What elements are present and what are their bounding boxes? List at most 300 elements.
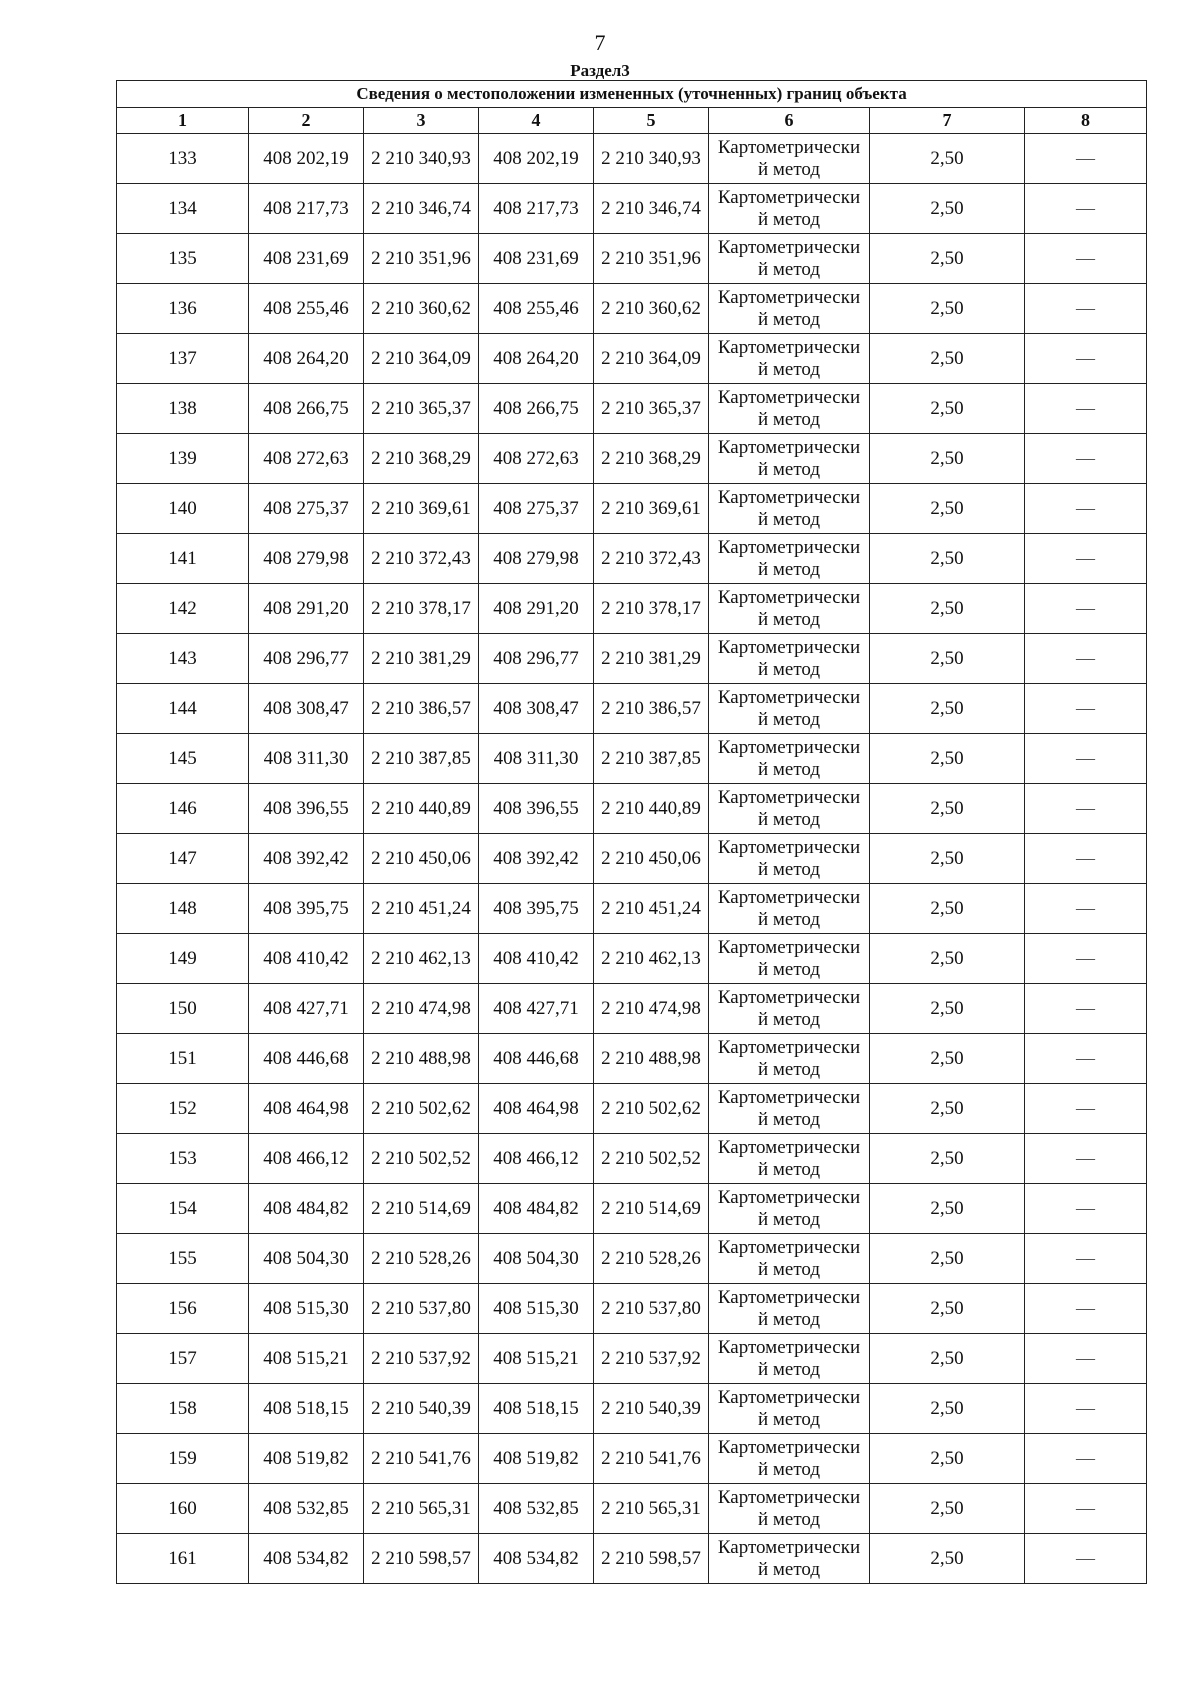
accuracy-cell: 2,50 — [870, 234, 1025, 284]
table-row — [117, 1334, 1147, 1384]
point-number-cell: 151 — [117, 1034, 249, 1084]
point-number-cell: 150 — [117, 984, 249, 1034]
method-cell — [709, 684, 870, 734]
table-row — [117, 634, 1147, 684]
method-text: Картометрически — [717, 136, 861, 158]
column-number: 4 — [479, 108, 594, 134]
table-row — [117, 884, 1147, 934]
method-cell — [709, 434, 870, 484]
method-text: Картометрически — [717, 1436, 861, 1458]
note-cell: — — [1025, 1234, 1147, 1284]
note-cell: — — [1025, 184, 1147, 234]
x-new-cell: 408 231,69 — [479, 234, 594, 284]
table-row — [117, 1034, 1147, 1084]
point-number-cell: 155 — [117, 1234, 249, 1284]
y-old-cell: 2 210 565,31 — [364, 1484, 479, 1534]
accuracy-cell: 2,50 — [870, 1534, 1025, 1584]
x-new-cell: 408 272,63 — [479, 434, 594, 484]
y-new-cell: 2 210 381,29 — [594, 634, 709, 684]
method-text: Картометрически — [717, 1086, 861, 1108]
note-cell: — — [1025, 734, 1147, 784]
point-number-cell: 145 — [117, 734, 249, 784]
table-caption-row — [117, 81, 1147, 108]
note-cell: — — [1025, 1184, 1147, 1234]
method-cell — [709, 334, 870, 384]
point-number-cell: 142 — [117, 584, 249, 634]
table-row — [117, 834, 1147, 884]
x-new-cell: 408 466,12 — [479, 1134, 594, 1184]
method-text: Картометрически — [717, 986, 861, 1008]
column-number: 8 — [1025, 108, 1147, 134]
accuracy-cell: 2,50 — [870, 934, 1025, 984]
accuracy-cell: 2,50 — [870, 1134, 1025, 1184]
point-number-cell: 148 — [117, 884, 249, 934]
accuracy-cell: 2,50 — [870, 384, 1025, 434]
point-number-cell: 161 — [117, 1534, 249, 1584]
method-text: й метод — [757, 458, 821, 480]
method-text: Картометрически — [717, 686, 861, 708]
point-number-cell: 153 — [117, 1134, 249, 1184]
point-number-cell: 147 — [117, 834, 249, 884]
method-cell — [709, 1534, 870, 1584]
method-cell — [709, 534, 870, 584]
table-row — [117, 584, 1147, 634]
y-new-cell: 2 210 565,31 — [594, 1484, 709, 1534]
y-new-cell: 2 210 537,92 — [594, 1334, 709, 1384]
x-old-cell: 408 446,68 — [249, 1034, 364, 1084]
y-new-cell: 2 210 340,93 — [594, 134, 709, 184]
method-text: Картометрически — [717, 636, 861, 658]
note-cell: — — [1025, 334, 1147, 384]
table-row — [117, 484, 1147, 534]
accuracy-cell: 2,50 — [870, 1184, 1025, 1234]
accuracy-cell: 2,50 — [870, 584, 1025, 634]
method-text: й метод — [757, 1008, 821, 1030]
method-cell — [709, 1134, 870, 1184]
y-new-cell: 2 210 368,29 — [594, 434, 709, 484]
x-old-cell: 408 410,42 — [249, 934, 364, 984]
x-old-cell: 408 518,15 — [249, 1384, 364, 1434]
method-cell — [709, 784, 870, 834]
x-new-cell: 408 515,30 — [479, 1284, 594, 1334]
x-old-cell: 408 519,82 — [249, 1434, 364, 1484]
method-text: й метод — [757, 1208, 821, 1230]
x-new-cell: 408 296,77 — [479, 634, 594, 684]
y-old-cell: 2 210 541,76 — [364, 1434, 479, 1484]
table-body — [117, 134, 1147, 1584]
method-text: й метод — [757, 808, 821, 830]
column-number: 1 — [117, 108, 249, 134]
y-new-cell: 2 210 440,89 — [594, 784, 709, 834]
y-old-cell: 2 210 351,96 — [364, 234, 479, 284]
method-text: Картометрически — [717, 1036, 861, 1058]
method-cell — [709, 1434, 870, 1484]
note-cell: — — [1025, 1434, 1147, 1484]
point-number-cell: 160 — [117, 1484, 249, 1534]
method-text: й метод — [757, 1558, 821, 1580]
method-cell — [709, 234, 870, 284]
method-cell — [709, 884, 870, 934]
point-number-cell: 156 — [117, 1284, 249, 1334]
method-text: й метод — [757, 558, 821, 580]
y-old-cell: 2 210 537,80 — [364, 1284, 479, 1334]
x-new-cell: 408 255,46 — [479, 284, 594, 334]
table-row — [117, 1484, 1147, 1534]
method-text: Картометрически — [717, 1186, 861, 1208]
x-new-cell: 408 395,75 — [479, 884, 594, 934]
method-text: й метод — [757, 608, 821, 630]
point-number-cell: 149 — [117, 934, 249, 984]
method-text: й метод — [757, 358, 821, 380]
x-new-cell: 408 308,47 — [479, 684, 594, 734]
y-old-cell: 2 210 381,29 — [364, 634, 479, 684]
note-cell: — — [1025, 1534, 1147, 1584]
method-text: Картометрически — [717, 336, 861, 358]
method-text: й метод — [757, 1308, 821, 1330]
x-new-cell: 408 410,42 — [479, 934, 594, 984]
section-title: Раздел3 — [570, 61, 630, 80]
point-number-cell: 143 — [117, 634, 249, 684]
point-number-cell: 135 — [117, 234, 249, 284]
x-old-cell: 408 255,46 — [249, 284, 364, 334]
y-new-cell: 2 210 462,13 — [594, 934, 709, 984]
method-text: Картометрически — [717, 1536, 861, 1558]
method-cell — [709, 484, 870, 534]
x-old-cell: 408 427,71 — [249, 984, 364, 1034]
point-number-cell: 146 — [117, 784, 249, 834]
table-row — [117, 1384, 1147, 1434]
method-cell — [709, 184, 870, 234]
y-old-cell: 2 210 540,39 — [364, 1384, 479, 1434]
x-new-cell: 408 264,20 — [479, 334, 594, 384]
y-new-cell: 2 210 488,98 — [594, 1034, 709, 1084]
x-new-cell: 408 427,71 — [479, 984, 594, 1034]
x-new-cell: 408 532,85 — [479, 1484, 594, 1534]
accuracy-cell: 2,50 — [870, 1384, 1025, 1434]
y-old-cell: 2 210 340,93 — [364, 134, 479, 184]
x-old-cell: 408 392,42 — [249, 834, 364, 884]
method-text: й метод — [757, 1358, 821, 1380]
method-text: й метод — [757, 1508, 821, 1530]
y-old-cell: 2 210 372,43 — [364, 534, 479, 584]
x-old-cell: 408 291,20 — [249, 584, 364, 634]
point-number-cell: 139 — [117, 434, 249, 484]
table-caption: Сведения о местоположении измененных (уточненных) границ объекта — [117, 81, 1147, 108]
accuracy-cell: 2,50 — [870, 784, 1025, 834]
x-old-cell: 408 515,30 — [249, 1284, 364, 1334]
accuracy-cell: 2,50 — [870, 484, 1025, 534]
accuracy-cell: 2,50 — [870, 834, 1025, 884]
x-old-cell: 408 266,75 — [249, 384, 364, 434]
y-new-cell: 2 210 541,76 — [594, 1434, 709, 1484]
method-cell — [709, 1034, 870, 1084]
x-old-cell: 408 532,85 — [249, 1484, 364, 1534]
accuracy-cell: 2,50 — [870, 1234, 1025, 1284]
note-cell: — — [1025, 484, 1147, 534]
method-text: Картометрически — [717, 536, 861, 558]
y-new-cell: 2 210 346,74 — [594, 184, 709, 234]
x-old-cell: 408 484,82 — [249, 1184, 364, 1234]
point-number-cell: 133 — [117, 134, 249, 184]
y-new-cell: 2 210 502,62 — [594, 1084, 709, 1134]
method-cell — [709, 634, 870, 684]
y-old-cell: 2 210 598,57 — [364, 1534, 479, 1584]
column-number-row — [117, 108, 1147, 134]
method-cell — [709, 584, 870, 634]
point-number-cell: 136 — [117, 284, 249, 334]
x-new-cell: 408 534,82 — [479, 1534, 594, 1584]
point-number-cell: 138 — [117, 384, 249, 434]
y-new-cell: 2 210 351,96 — [594, 234, 709, 284]
method-text: й метод — [757, 208, 821, 230]
method-text: й метод — [757, 1258, 821, 1280]
accuracy-cell: 2,50 — [870, 284, 1025, 334]
y-old-cell: 2 210 502,52 — [364, 1134, 479, 1184]
note-cell: — — [1025, 134, 1147, 184]
method-cell — [709, 384, 870, 434]
note-cell: — — [1025, 834, 1147, 884]
page-number: 7 — [594, 30, 606, 55]
y-old-cell: 2 210 451,24 — [364, 884, 479, 934]
method-text: й метод — [757, 908, 821, 930]
table-row — [117, 284, 1147, 334]
y-new-cell: 2 210 360,62 — [594, 284, 709, 334]
method-text: Картометрически — [717, 1286, 861, 1308]
method-text: Картометрически — [717, 1386, 861, 1408]
method-text: Картометрически — [717, 236, 861, 258]
method-cell — [709, 1234, 870, 1284]
note-cell: — — [1025, 934, 1147, 984]
point-number-cell: 134 — [117, 184, 249, 234]
method-text: й метод — [757, 1408, 821, 1430]
x-new-cell: 408 266,75 — [479, 384, 594, 434]
accuracy-cell: 2,50 — [870, 634, 1025, 684]
y-old-cell: 2 210 364,09 — [364, 334, 479, 384]
method-cell — [709, 1384, 870, 1434]
x-new-cell: 408 446,68 — [479, 1034, 594, 1084]
x-new-cell: 408 392,42 — [479, 834, 594, 884]
method-text: Картометрически — [717, 1486, 861, 1508]
y-old-cell: 2 210 537,92 — [364, 1334, 479, 1384]
method-cell — [709, 934, 870, 984]
note-cell: — — [1025, 434, 1147, 484]
y-old-cell: 2 210 488,98 — [364, 1034, 479, 1084]
x-old-cell: 408 275,37 — [249, 484, 364, 534]
note-cell: — — [1025, 534, 1147, 584]
method-cell — [709, 1484, 870, 1534]
y-old-cell: 2 210 346,74 — [364, 184, 479, 234]
y-new-cell: 2 210 598,57 — [594, 1534, 709, 1584]
x-old-cell: 408 308,47 — [249, 684, 364, 734]
note-cell: — — [1025, 1384, 1147, 1434]
column-number: 2 — [249, 108, 364, 134]
table-row — [117, 734, 1147, 784]
y-new-cell: 2 210 386,57 — [594, 684, 709, 734]
x-new-cell: 408 202,19 — [479, 134, 594, 184]
y-new-cell: 2 210 451,24 — [594, 884, 709, 934]
accuracy-cell: 2,50 — [870, 684, 1025, 734]
method-text: Картометрически — [717, 586, 861, 608]
note-cell: — — [1025, 1334, 1147, 1384]
note-cell: — — [1025, 284, 1147, 334]
x-new-cell: 408 279,98 — [479, 534, 594, 584]
method-text: Картометрически — [717, 1336, 861, 1358]
table-row — [117, 1534, 1147, 1584]
point-number-cell: 141 — [117, 534, 249, 584]
method-cell — [709, 1084, 870, 1134]
method-text: й метод — [757, 1458, 821, 1480]
method-text: Картометрически — [717, 786, 861, 808]
method-text: й метод — [757, 408, 821, 430]
table-row — [117, 1084, 1147, 1134]
method-text: й метод — [757, 308, 821, 330]
table-row — [117, 784, 1147, 834]
y-old-cell: 2 210 378,17 — [364, 584, 479, 634]
note-cell: — — [1025, 1284, 1147, 1334]
table-row — [117, 184, 1147, 234]
table-row — [117, 334, 1147, 384]
method-text: й метод — [757, 258, 821, 280]
accuracy-cell: 2,50 — [870, 1284, 1025, 1334]
x-new-cell: 408 311,30 — [479, 734, 594, 784]
method-text: й метод — [757, 508, 821, 530]
table-row — [117, 434, 1147, 484]
note-cell: — — [1025, 1134, 1147, 1184]
method-text: Картометрически — [717, 1236, 861, 1258]
method-text: Картометрически — [717, 386, 861, 408]
y-new-cell: 2 210 378,17 — [594, 584, 709, 634]
note-cell: — — [1025, 234, 1147, 284]
method-cell — [709, 1284, 870, 1334]
method-cell — [709, 984, 870, 1034]
table-row — [117, 1284, 1147, 1334]
method-text: Картометрически — [717, 836, 861, 858]
point-number-cell: 140 — [117, 484, 249, 534]
method-text: Картометрически — [717, 436, 861, 458]
method-cell — [709, 1184, 870, 1234]
x-new-cell: 408 515,21 — [479, 1334, 594, 1384]
y-old-cell: 2 210 528,26 — [364, 1234, 479, 1284]
method-text: й метод — [757, 758, 821, 780]
accuracy-cell: 2,50 — [870, 1084, 1025, 1134]
table-row — [117, 234, 1147, 284]
method-text: й метод — [757, 658, 821, 680]
method-text: Картометрически — [717, 1136, 861, 1158]
x-old-cell: 408 279,98 — [249, 534, 364, 584]
y-new-cell: 2 210 514,69 — [594, 1184, 709, 1234]
column-number: 6 — [709, 108, 870, 134]
accuracy-cell: 2,50 — [870, 734, 1025, 784]
accuracy-cell: 2,50 — [870, 884, 1025, 934]
x-old-cell: 408 466,12 — [249, 1134, 364, 1184]
accuracy-cell: 2,50 — [870, 1034, 1025, 1084]
note-cell: — — [1025, 684, 1147, 734]
table-row — [117, 1234, 1147, 1284]
y-new-cell: 2 210 528,26 — [594, 1234, 709, 1284]
y-new-cell: 2 210 364,09 — [594, 334, 709, 384]
note-cell: — — [1025, 584, 1147, 634]
x-new-cell: 408 217,73 — [479, 184, 594, 234]
x-new-cell: 408 484,82 — [479, 1184, 594, 1234]
accuracy-cell: 2,50 — [870, 184, 1025, 234]
table-row — [117, 684, 1147, 734]
y-new-cell: 2 210 369,61 — [594, 484, 709, 534]
note-cell: — — [1025, 384, 1147, 434]
method-text: Картометрически — [717, 936, 861, 958]
x-old-cell: 408 464,98 — [249, 1084, 364, 1134]
method-text: й метод — [757, 1158, 821, 1180]
column-number: 3 — [364, 108, 479, 134]
note-cell: — — [1025, 984, 1147, 1034]
point-number-cell: 144 — [117, 684, 249, 734]
note-cell: — — [1025, 1034, 1147, 1084]
x-old-cell: 408 504,30 — [249, 1234, 364, 1284]
table-row — [117, 934, 1147, 984]
method-text: й метод — [757, 1058, 821, 1080]
table-row — [117, 1434, 1147, 1484]
point-number-cell: 158 — [117, 1384, 249, 1434]
method-text: Картометрически — [717, 886, 861, 908]
method-text: й метод — [757, 708, 821, 730]
method-text: Картометрически — [717, 286, 861, 308]
table-row — [117, 134, 1147, 184]
method-cell — [709, 1334, 870, 1384]
y-new-cell: 2 210 450,06 — [594, 834, 709, 884]
y-new-cell: 2 210 540,39 — [594, 1384, 709, 1434]
x-old-cell: 408 296,77 — [249, 634, 364, 684]
point-number-cell: 159 — [117, 1434, 249, 1484]
point-number-cell: 152 — [117, 1084, 249, 1134]
note-cell: — — [1025, 1484, 1147, 1534]
x-new-cell: 408 518,15 — [479, 1384, 594, 1434]
note-cell: — — [1025, 884, 1147, 934]
method-cell — [709, 134, 870, 184]
y-old-cell: 2 210 387,85 — [364, 734, 479, 784]
y-new-cell: 2 210 502,52 — [594, 1134, 709, 1184]
x-new-cell: 408 291,20 — [479, 584, 594, 634]
accuracy-cell: 2,50 — [870, 1434, 1025, 1484]
method-cell — [709, 834, 870, 884]
x-old-cell: 408 515,21 — [249, 1334, 364, 1384]
x-old-cell: 408 395,75 — [249, 884, 364, 934]
method-text: й метод — [757, 858, 821, 880]
y-old-cell: 2 210 514,69 — [364, 1184, 479, 1234]
note-cell: — — [1025, 634, 1147, 684]
y-old-cell: 2 210 474,98 — [364, 984, 479, 1034]
column-number: 7 — [870, 108, 1025, 134]
method-text: Картометрически — [717, 736, 861, 758]
accuracy-cell: 2,50 — [870, 134, 1025, 184]
note-cell: — — [1025, 784, 1147, 834]
y-new-cell: 2 210 474,98 — [594, 984, 709, 1034]
accuracy-cell: 2,50 — [870, 534, 1025, 584]
y-new-cell: 2 210 365,37 — [594, 384, 709, 434]
table-row — [117, 384, 1147, 434]
y-old-cell: 2 210 502,62 — [364, 1084, 479, 1134]
y-old-cell: 2 210 365,37 — [364, 384, 479, 434]
x-new-cell: 408 519,82 — [479, 1434, 594, 1484]
x-old-cell: 408 272,63 — [249, 434, 364, 484]
point-number-cell: 137 — [117, 334, 249, 384]
y-old-cell: 2 210 368,29 — [364, 434, 479, 484]
method-text: й метод — [757, 1108, 821, 1130]
method-text: Картометрически — [717, 186, 861, 208]
x-new-cell: 408 275,37 — [479, 484, 594, 534]
x-new-cell: 408 464,98 — [479, 1084, 594, 1134]
table-row — [117, 534, 1147, 584]
x-old-cell: 408 202,19 — [249, 134, 364, 184]
y-old-cell: 2 210 450,06 — [364, 834, 479, 884]
